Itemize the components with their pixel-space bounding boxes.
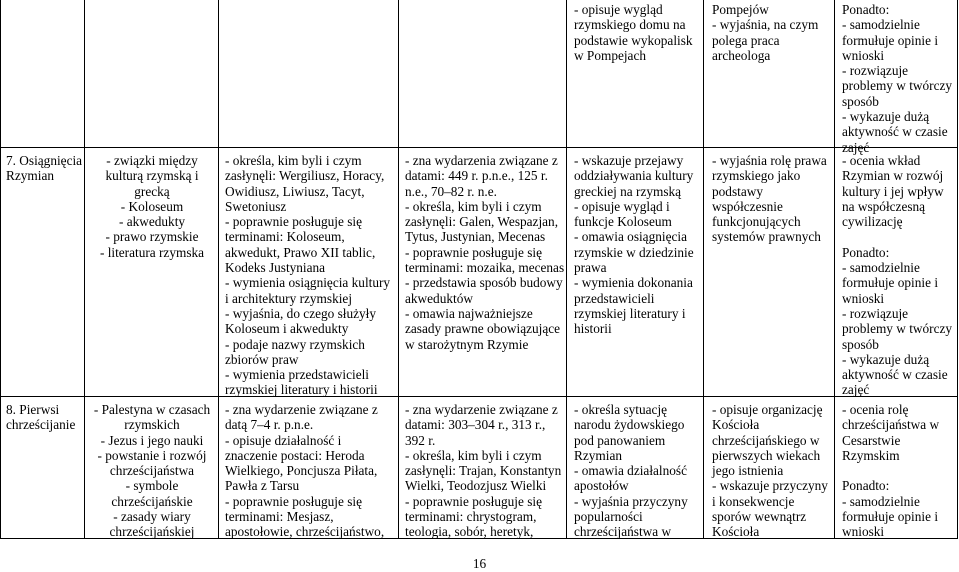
text-line: chrześcijanie	[6, 417, 76, 433]
text-line: Ponadto:	[842, 478, 890, 494]
text-line: problemy w twórczy	[842, 321, 953, 337]
text-line: - wykazuje dużą	[842, 109, 930, 125]
text-line: w starożytnym Rzymie	[405, 336, 529, 352]
text-line: - powstanie i rozwój	[97, 447, 207, 463]
text-line: - wymienia przedstawicieli	[225, 367, 369, 383]
text-line: rzymskiego jako	[712, 168, 801, 184]
row2-topic-cell	[6, 402, 75, 433]
text-line: - omawia osiągnięcia	[574, 229, 687, 245]
text-line: terminami: Koloseum,	[225, 229, 345, 245]
row1-extended-cell	[405, 153, 564, 352]
column-divider	[398, 0, 399, 539]
text-line: - opisuje wygląd i	[574, 198, 670, 214]
table-border-right	[957, 0, 958, 539]
text-line: archeologa	[712, 47, 771, 63]
text-line: rzymskiego domu na	[574, 17, 686, 33]
text-line: chrześcijańskiej	[109, 524, 195, 540]
text-line: - omawia działalność	[574, 463, 687, 479]
text-line: - wskazuje przejawy	[574, 153, 684, 168]
text-line: - określa, kim byli i czym	[405, 447, 542, 463]
text-line: - wymienia dokonania	[574, 275, 693, 291]
page-number: 16	[472, 556, 487, 571]
text-line: funkcjonujących	[712, 214, 801, 230]
text-line: - poprawnie posługuje się	[225, 493, 363, 509]
text-line: - zna wydarzenie związane z	[405, 402, 558, 417]
text-line: - opisuje wygląd	[574, 2, 663, 17]
text-line: Koloseum i akwedukty	[225, 321, 349, 337]
text-line: - związki między	[106, 153, 198, 168]
text-line: - podaje nazwy rzymskich	[225, 336, 365, 352]
text-line: apostołowie, chrześcijaństwo,	[225, 524, 385, 540]
text-line: Rzymian w rozwój	[842, 168, 944, 184]
text-line: chrześcijańskie	[111, 493, 193, 509]
text-line: chrześcijaństwa	[109, 463, 195, 479]
text-line: - samodzielnie	[842, 260, 920, 276]
text-line: akwedukt, Prawo XII tablic,	[225, 244, 376, 260]
text-line: - wskazuje przyczyny	[712, 478, 828, 494]
text-line: - Jezus i jego nauki	[100, 432, 204, 448]
text-line: 392 r.	[405, 432, 436, 448]
text-line: aktywność w czasie	[842, 124, 948, 140]
text-line: teologia, sobór, heretyk,	[405, 524, 534, 540]
text-line: - wykazuje dużą	[842, 351, 930, 367]
text-line: - poprawnie posługuje się	[405, 493, 543, 509]
text-line: terminami: mozaika, mecenas	[405, 260, 565, 276]
text-line: Rzymian	[6, 168, 55, 184]
text-line: - określa, kim byli i czym	[405, 198, 542, 214]
text-line: n.e., 70–82 r. n.e.	[405, 183, 497, 199]
text-line: terminami: chrystogram,	[405, 509, 537, 525]
text-line: Ponadto:	[842, 244, 890, 260]
carryover-excellent-cell	[712, 2, 818, 63]
row1-basic-cell	[225, 153, 390, 398]
row1-content-cell	[86, 153, 218, 260]
column-divider	[566, 0, 567, 539]
text-line: Ponadto:	[842, 2, 890, 17]
text-line: zasłynęli: Wergiliusz, Horacy,	[225, 168, 385, 184]
text-line: greckiej na rzymską	[574, 183, 682, 199]
text-line: - poprawnie posługuje się	[405, 244, 543, 260]
text-line	[842, 463, 939, 478]
text-line: - wyjaśnia, na czym	[712, 17, 819, 33]
text-line: - zasady wiary	[113, 509, 191, 525]
text-line: znaczenie postaci: Heroda	[225, 447, 365, 463]
text-line: problemy w twórczy	[842, 78, 953, 94]
text-line: Rzymskim	[842, 447, 900, 463]
text-line: - wyjaśnia rolę prawa	[712, 153, 827, 168]
carryover-complete-cell	[574, 2, 693, 63]
row1-excellent-cell	[712, 153, 827, 245]
text-line: na współczesną	[842, 198, 926, 214]
row1-exceptional-cell	[842, 153, 952, 398]
text-line: - literatura rzymska	[99, 244, 205, 260]
text-line: wnioski	[842, 524, 885, 540]
text-line: - samodzielnie	[842, 493, 920, 509]
text-line: Kościoła	[712, 524, 760, 540]
text-line: rzymskich	[124, 417, 180, 433]
text-line: formułuje opinie i	[842, 32, 939, 48]
text-line: datami: 449 r. p.n.e., 125 r.	[405, 168, 548, 184]
text-line: rzymskie w dziedzinie	[574, 244, 694, 260]
text-line: Tytus, Justynian, Mecenas	[405, 229, 546, 245]
text-line: polega praca	[712, 32, 780, 48]
text-line: 8. Pierwsi	[6, 402, 60, 417]
text-line: - wyjaśnia przyczyny	[574, 493, 688, 509]
text-line: datami: 303–304 r., 313 r.,	[405, 417, 546, 433]
text-line: funkcje Koloseum	[574, 214, 672, 230]
text-line: pierwszych wiekach	[712, 447, 821, 463]
text-line: - omawia najważniejsze	[405, 305, 533, 321]
text-line: zajęć	[842, 382, 870, 398]
text-line: chrześcijaństwa w	[574, 524, 672, 540]
row2-complete-cell	[574, 402, 688, 540]
text-line: zasady prawne obowiązujące	[405, 321, 561, 337]
text-line: - ocenia wkład	[842, 153, 921, 168]
text-line: oddziaływania kultury	[574, 168, 694, 184]
row2-excellent-cell	[712, 402, 828, 540]
text-line: Kościoła	[712, 417, 760, 433]
text-line: - rozwiązuje	[842, 63, 909, 79]
text-line: formułuje opinie i	[842, 275, 939, 291]
text-line: Owidiusz, Liwiusz, Tacyt,	[225, 183, 365, 199]
text-line: Wielkiego, Poncjusza Piłata,	[225, 463, 378, 479]
text-line: - poprawnie posługuje się	[225, 214, 363, 230]
text-line: terminami: Mesjasz,	[225, 509, 334, 525]
text-line: współczesnie	[712, 198, 783, 214]
row2-exceptional-cell	[842, 402, 939, 540]
text-line: - zna wydarzenia związane z	[405, 153, 558, 168]
text-line: rzymskiej literatury i historii	[225, 382, 378, 398]
text-line: prawa	[574, 260, 607, 276]
text-line: - akwedukty	[118, 214, 186, 230]
text-line: Kodeks Justyniana	[225, 260, 326, 276]
text-line: Pompejów	[712, 2, 769, 17]
text-line: sposób	[842, 336, 879, 352]
column-divider	[218, 0, 219, 539]
text-line: - ocenia rolę	[842, 402, 909, 417]
row-divider	[0, 396, 958, 397]
text-line: rzymskiej literatury i	[574, 305, 686, 321]
column-divider	[84, 0, 85, 539]
text-line: 7. Osiągnięcia	[6, 153, 83, 168]
row1-complete-cell	[574, 153, 694, 337]
text-line: kultury i jej wpływ	[842, 183, 944, 199]
text-line: aktywność w czasie	[842, 367, 948, 383]
text-line: w Pompejach	[574, 47, 647, 63]
text-line: - prawo rzymskie	[105, 229, 199, 245]
text-line: Pawła z Tarsu	[225, 478, 300, 494]
text-line: zbiorów praw	[225, 351, 299, 367]
text-line: - wymienia osiągnięcia kultury	[225, 275, 391, 291]
text-line: cywilizację	[842, 214, 903, 230]
column-divider	[834, 0, 835, 539]
text-line: - określa sytuację	[574, 402, 668, 417]
text-line: chrześcijaństwa w	[842, 417, 940, 433]
text-line: - określa, kim byli i czym	[225, 153, 362, 168]
text-line: kulturą rzymską i	[105, 168, 199, 184]
text-line: podstawy	[712, 183, 763, 199]
text-line: - zna wydarzenie związane z	[225, 402, 378, 417]
text-line: grecką	[134, 183, 170, 199]
text-line: sporów wewnątrz	[712, 509, 807, 525]
row2-basic-cell	[225, 402, 384, 540]
carryover-exceptional-cell	[842, 2, 952, 155]
row-divider	[0, 147, 958, 148]
column-divider	[703, 0, 704, 539]
text-line: jego istnienia	[712, 463, 784, 479]
text-line: wnioski	[842, 47, 885, 63]
text-line	[842, 229, 952, 244]
text-line: i konsekwencje	[712, 493, 795, 509]
text-line: datą 7–4 r. p.n.e.	[225, 417, 314, 433]
text-line: zasłynęli: Trajan, Konstantyn	[405, 463, 562, 479]
text-line: Wielki, Teodozjusz Wielki	[405, 478, 547, 494]
text-line: i architektury rzymskiej	[225, 290, 353, 306]
row2-extended-cell	[405, 402, 561, 540]
table-border-left	[0, 0, 1, 539]
text-line: wnioski	[842, 290, 885, 306]
row2-content-cell	[86, 402, 218, 540]
text-line: formułuje opinie i	[842, 509, 939, 525]
text-line: zajęć	[842, 139, 870, 155]
text-line: Swetoniusz	[225, 198, 287, 214]
text-line: - Koloseum	[120, 198, 184, 214]
text-line: narodu żydowskiego	[574, 417, 685, 433]
text-line: - Palestyna w czasach	[93, 402, 211, 417]
text-line: - samodzielnie	[842, 17, 920, 33]
text-line: Cesarstwie	[842, 432, 901, 448]
text-line: przedstawicieli	[574, 290, 655, 306]
text-line: pod panowaniem	[574, 432, 666, 448]
text-line: sposób	[842, 93, 879, 109]
text-line: akweduktów	[405, 290, 473, 306]
text-line: podstawie wykopalisk	[574, 32, 693, 48]
text-line: apostołów	[574, 478, 629, 494]
text-line: - opisuje organizację	[712, 402, 823, 417]
text-line: - opisuje działalność i	[225, 432, 342, 448]
text-line: - wyjaśnia, do czego służyły	[225, 305, 377, 321]
text-line: - symbole	[125, 478, 179, 494]
text-line: zasłynęli: Galen, Wespazjan,	[405, 214, 559, 230]
text-line: popularności	[574, 509, 643, 525]
text-line: systemów prawnych	[712, 229, 821, 245]
text-line: historii	[574, 321, 612, 337]
text-line: - rozwiązuje	[842, 305, 909, 321]
text-line: - przedstawia sposób budowy	[405, 275, 563, 291]
text-line: Rzymian	[574, 447, 623, 463]
text-line: chrześcijańskiego w	[712, 432, 820, 448]
row1-topic-cell	[6, 153, 82, 184]
